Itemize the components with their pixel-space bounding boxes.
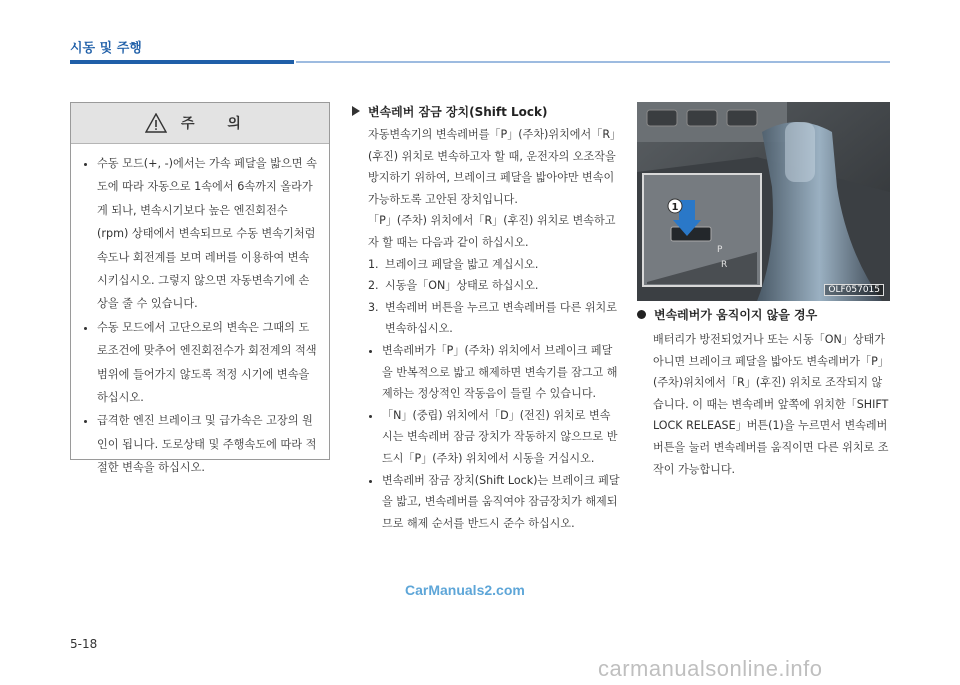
svg-text:P: P (717, 245, 723, 255)
lever-stuck-text: 배터리가 방전되었거나 또는 시동「ON」상태가 아니면 브레이크 페달을 밟아도 변속레버가「P」(주차)위치에서「R」(후진) 위치로 조작되지 않습니다. 이 때는 변속레버 앞쪽에 위치한「SHIFT LOCK RELEASE」버튼(1)을 누르면서 변속레버 버튼을 눌러 변속레버를 움직이면 다른 위치로 조작이 가능합니다. (653, 333, 889, 476)
step-item (368, 297, 622, 340)
shift-lock-heading (352, 102, 622, 120)
page-number: 5-18 (70, 637, 98, 651)
shift-lock-intro2: 「P」(주차) 위치에서「R」(후진) 위치로 변속하고자 할 때는 다음과 같이 하십시오. (368, 214, 616, 249)
step-text: 변속레버 버튼을 누르고 변속레버를 다른 위치로 변속하십시오. (385, 300, 617, 336)
shift-lock-section (352, 102, 622, 534)
caution-box (70, 102, 330, 475)
step-text: 브레이크 페달을 밟고 계십시오. (385, 257, 539, 271)
caution-list (71, 144, 329, 480)
caution-item: • 급격한 엔진 브레이크 및 급가속은 고장의 원인이 됩니다. 도로상태 및 주행속도에 따라 적절한 변속을 하십시오. (97, 409, 319, 479)
step-item (368, 275, 622, 297)
watermark-logo: CarManuals2.com (405, 582, 525, 598)
note-item: • 변속레버 잠금 장치(Shift Lock)는 브레이크 페달을 밟고, 변속레버를 움직여야 잠금장치가 해제되므로 해제 순서를 반드시 준수 하십시오. (382, 470, 622, 535)
caution-header (71, 103, 329, 144)
header-rule (70, 60, 890, 64)
shift-lock-notes (352, 340, 622, 534)
shift-lock-steps (352, 254, 622, 340)
step-number: 3. (368, 300, 379, 314)
dot-bullet-icon (637, 310, 646, 319)
note-item: • 변속레버가「P」(주차) 위치에서 브레이크 페달을 반복적으로 밟고 해제하면 변속기를 잠그고 해제하는 정상적인 작동음이 들릴 수 있습니다. (382, 340, 622, 405)
site-watermark: carmanualsonline.info (598, 656, 823, 681)
photo-code: OLF057015 (824, 284, 884, 296)
lever-stuck-heading-text: 변속레버가 움직이지 않을 경우 (654, 307, 818, 322)
caution-item: • 수동 모드(+, -)에서는 가속 페달을 밟으면 속도에 따라 자동으로 1속에서 6속까지 올라가게 되나, 변속시기보다 높은 엔진회전수(rpm) 상태에서 변속되므로 수동 변속기처럼 속도나 회전계를 보며 레버를 이용하여 변속시키십시오. 그렇지 않으면 자동변속기에 손상을 줄 수 있습니다. (97, 152, 319, 316)
shift-lock-heading-text: 변속레버 잠금 장치(Shift Lock) (368, 104, 548, 119)
note-item: • 「N」(중립) 위치에서「D」(전진) 위치로 변속 시는 변속레버 잠금 장치가 작동하지 않으므로 반드시「P」(주차) 위치에서 시동을 거십시오. (382, 405, 622, 470)
triangle-bullet-icon (352, 106, 360, 116)
header-title: 시동 및 주행 (70, 41, 142, 56)
step-number: 1. (368, 257, 379, 271)
step-item (368, 254, 622, 276)
shift-lock-intro: 자동변속기의 변속레버를「P」(주차)위치에서「R」(후진) 위치로 변속하고자 할 때, 운전자의 오조작을 방지하기 위하여, 브레이크 페달을 밟아야만 변속이 가능하도록 고안된 장치입니다. (368, 128, 622, 206)
shift-lever-photo (637, 102, 890, 301)
step-number: 2. (368, 279, 379, 293)
photo-callout-number: 1 (671, 202, 679, 213)
gear-shifter-illustration (637, 102, 890, 301)
warning-icon (145, 113, 167, 133)
svg-text:R: R (721, 260, 728, 270)
caution-title: 주 의 (181, 116, 255, 132)
caution-item: • 수동 모드에서 고단으로의 변속은 그때의 도로조건에 맞추어 엔진회전수가 회전계의 적색범위에 들어가지 않도록 적정 시기에 변속을 하십시오. (97, 316, 319, 410)
lever-stuck-section (637, 305, 890, 480)
step-text: 시동을「ON」상태로 하십시오. (385, 279, 539, 293)
lever-stuck-heading (637, 305, 890, 323)
